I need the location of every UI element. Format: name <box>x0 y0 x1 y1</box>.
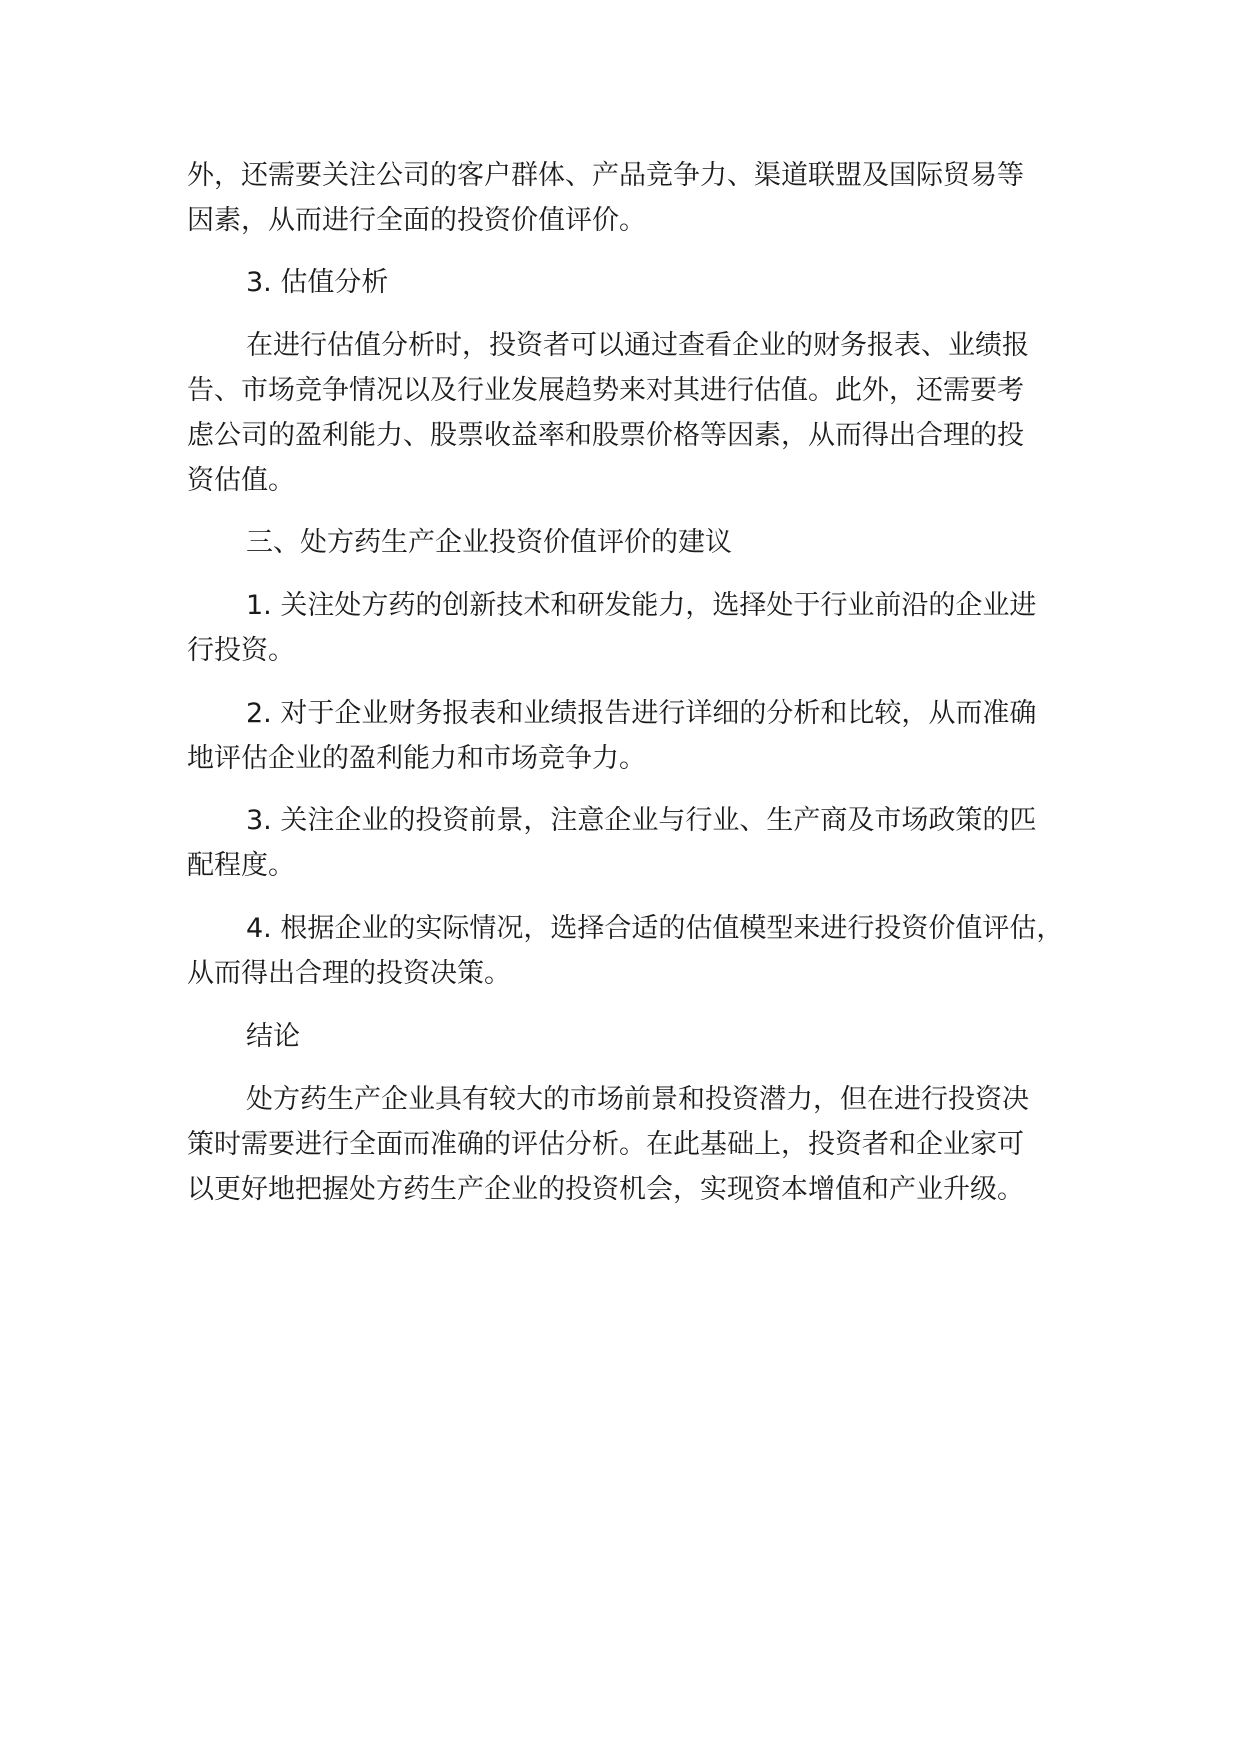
paragraph-line: 虑公司的盈利能力、股票收益率和股票价格等因素，从而得出合理的投 <box>187 420 1024 451</box>
paragraph-line: 告、市场竞争情况以及行业发展趋势来对其进行估值。此外，还需要考 <box>187 375 1024 406</box>
paragraph-line: 在进行估值分析时，投资者可以通过查看企业的财务报表、业绩报 <box>246 330 1029 361</box>
section-heading: 3. 估值分析 <box>246 267 389 298</box>
list-item: 2. 对于企业财务报表和业绩报告进行详细的分析和比较，从而准确 <box>246 698 1037 729</box>
list-item: 配程度。 <box>187 850 295 881</box>
paragraph-line: 处方药生产企业具有较大的市场前景和投资潜力，但在进行投资决 <box>246 1084 1029 1115</box>
list-item: 从而得出合理的投资决策。 <box>187 958 511 989</box>
paragraph-line: 外，还需要关注公司的客户群体、产品竞争力、渠道联盟及国际贸易等 <box>187 160 1024 191</box>
list-item: 行投资。 <box>187 635 295 666</box>
paragraph-line: 策时需要进行全面而准确的评估分析。在此基础上，投资者和企业家可 <box>187 1129 1024 1160</box>
list-item: 3. 关注企业的投资前景，注意企业与行业、生产商及市场政策的匹 <box>246 805 1037 836</box>
paragraph-line: 因素，从而进行全面的投资价值评价。 <box>187 205 646 236</box>
paragraph-line: 以更好地把握处方药生产企业的投资机会，实现资本增值和产业升级。 <box>187 1174 1024 1205</box>
section-heading: 三、处方药生产企业投资价值评价的建议 <box>246 527 732 558</box>
list-item: 地评估企业的盈利能力和市场竞争力。 <box>187 743 646 774</box>
list-item: 1. 关注处方药的创新技术和研发能力，选择处于行业前沿的企业进 <box>246 590 1037 621</box>
section-heading: 结论 <box>246 1021 300 1052</box>
paragraph-line: 资估值。 <box>187 465 295 496</box>
list-item: 4. 根据企业的实际情况，选择合适的估值模型来进行投资价值评估， <box>246 913 1064 944</box>
